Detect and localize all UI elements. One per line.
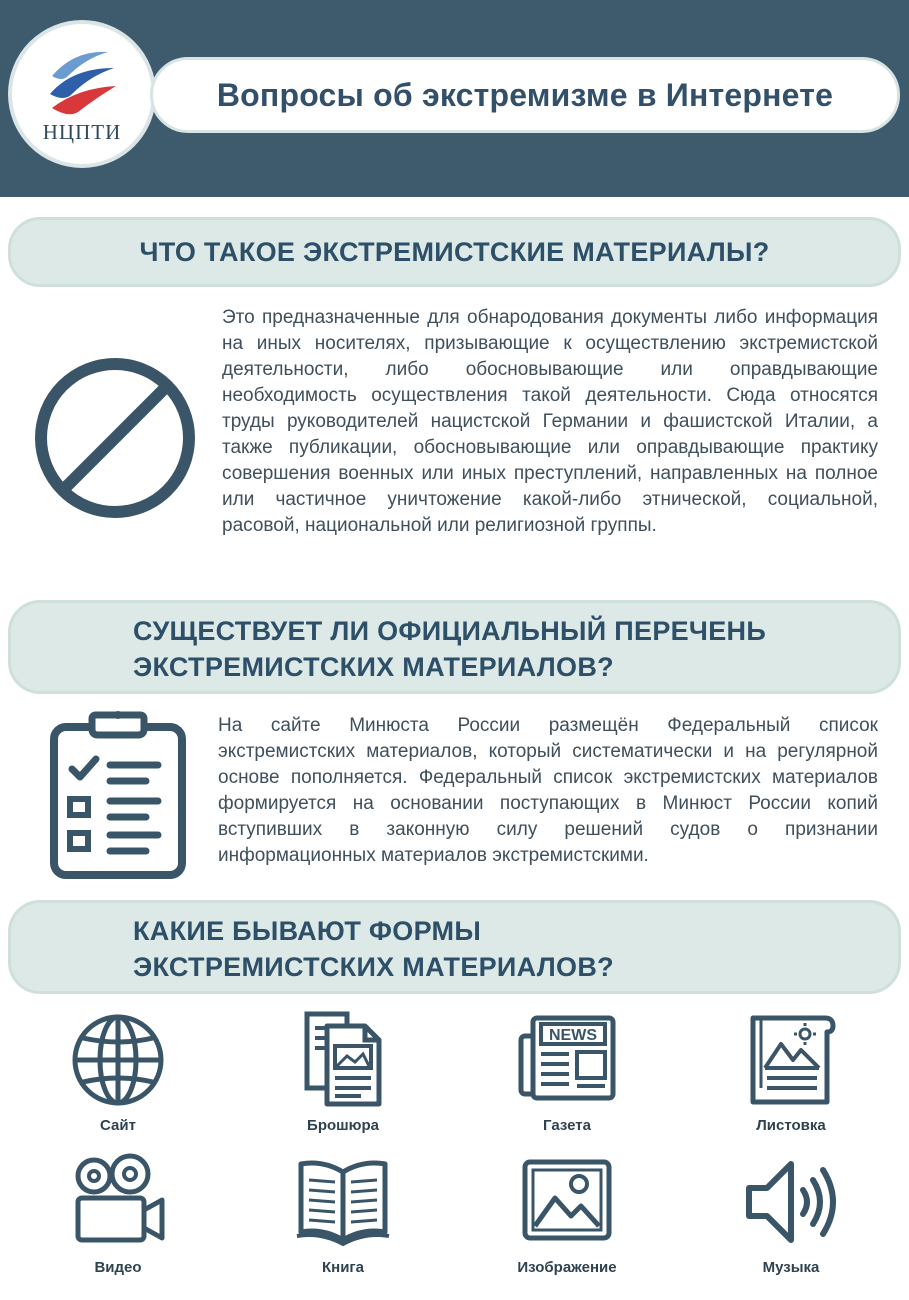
form-item-brochure	[243, 1010, 443, 1134]
prohibited-icon	[32, 355, 198, 526]
section-heading-2	[8, 600, 901, 694]
logo-text: НЦПТИ	[42, 120, 122, 144]
section-title-1: ЧТО ТАКОЕ ЭКСТРЕМИСТСКИЕ МАТЕРИАЛЫ?	[139, 237, 770, 267]
video-camera-icon	[68, 1152, 168, 1252]
section-text-1: Это предназначенные для обнародования документы либо информация на иных носителях, призывающие к осуществлению экстремистской деятельности, либо обосновывающие или оправдывающие необходимость осуществления такой деятельности. Сюда относятся труды руководителей нацистской Германии и фашистской Италии, а также публикации, обосновывающие или оправдывающие практику совершения военных или иных преступлений, направленных на полное или частичное уничтожение какой-либо этнической, социальной, расовой, национальной или религиозной группы.	[222, 307, 878, 536]
book-icon	[293, 1152, 393, 1252]
logo	[8, 20, 156, 168]
form-item-leaflet	[691, 1010, 891, 1134]
form-label: Книга	[321, 1259, 365, 1276]
checklist-icon	[48, 709, 188, 886]
form-label: Газета	[543, 1117, 591, 1134]
form-label: Изображение	[517, 1259, 617, 1276]
page-title: Вопросы об экстремизме в Интернете	[216, 76, 834, 113]
section-title-3-line2: ЭКСТРЕМИСТСКИХ МАТЕРИАЛОВ?	[133, 952, 614, 982]
form-label: Музыка	[762, 1259, 820, 1276]
section-text-2: На сайте Минюста России размещён Федеральный список экстремистских материалов, который систематически и на регулярной основе пополняется. Федеральный список экстремистских материалов формируется на основании поступающих в Минюст России копий вступивших в законную силу решений судов о признании информационных материалов экстремистскими.	[218, 715, 878, 866]
newspaper-icon	[517, 1010, 617, 1110]
form-item-newspaper	[467, 1010, 667, 1134]
form-label: Брошюра	[307, 1117, 379, 1134]
form-label: Сайт	[100, 1117, 136, 1134]
form-item-site	[18, 1010, 218, 1134]
section-title-2-line2: ЭКСТРЕМИСТСКИХ МАТЕРИАЛОВ?	[133, 652, 614, 682]
form-label: Листовка	[756, 1117, 826, 1134]
globe-icon	[68, 1010, 168, 1110]
form-label: Видео	[94, 1259, 142, 1276]
section-heading-1	[8, 217, 901, 287]
form-item-image	[467, 1152, 667, 1276]
image-icon	[517, 1152, 617, 1252]
form-item-music	[691, 1152, 891, 1276]
form-item-book	[243, 1152, 443, 1276]
leaflet-icon	[741, 1010, 841, 1110]
svg-text:NEWS: NEWS	[549, 1027, 597, 1044]
page-title-banner	[150, 57, 900, 133]
section-heading-3	[8, 900, 901, 994]
speaker-icon	[741, 1152, 841, 1252]
form-item-video	[18, 1152, 218, 1276]
brochure-icon	[293, 1010, 393, 1110]
section-title-2-line1: СУЩЕСТВУЕТ ЛИ ОФИЦИАЛЬНЫЙ ПЕРЕЧЕНЬ	[133, 616, 767, 646]
section-title-3-line1: КАКИЕ БЫВАЮТ ФОРМЫ	[133, 916, 482, 946]
